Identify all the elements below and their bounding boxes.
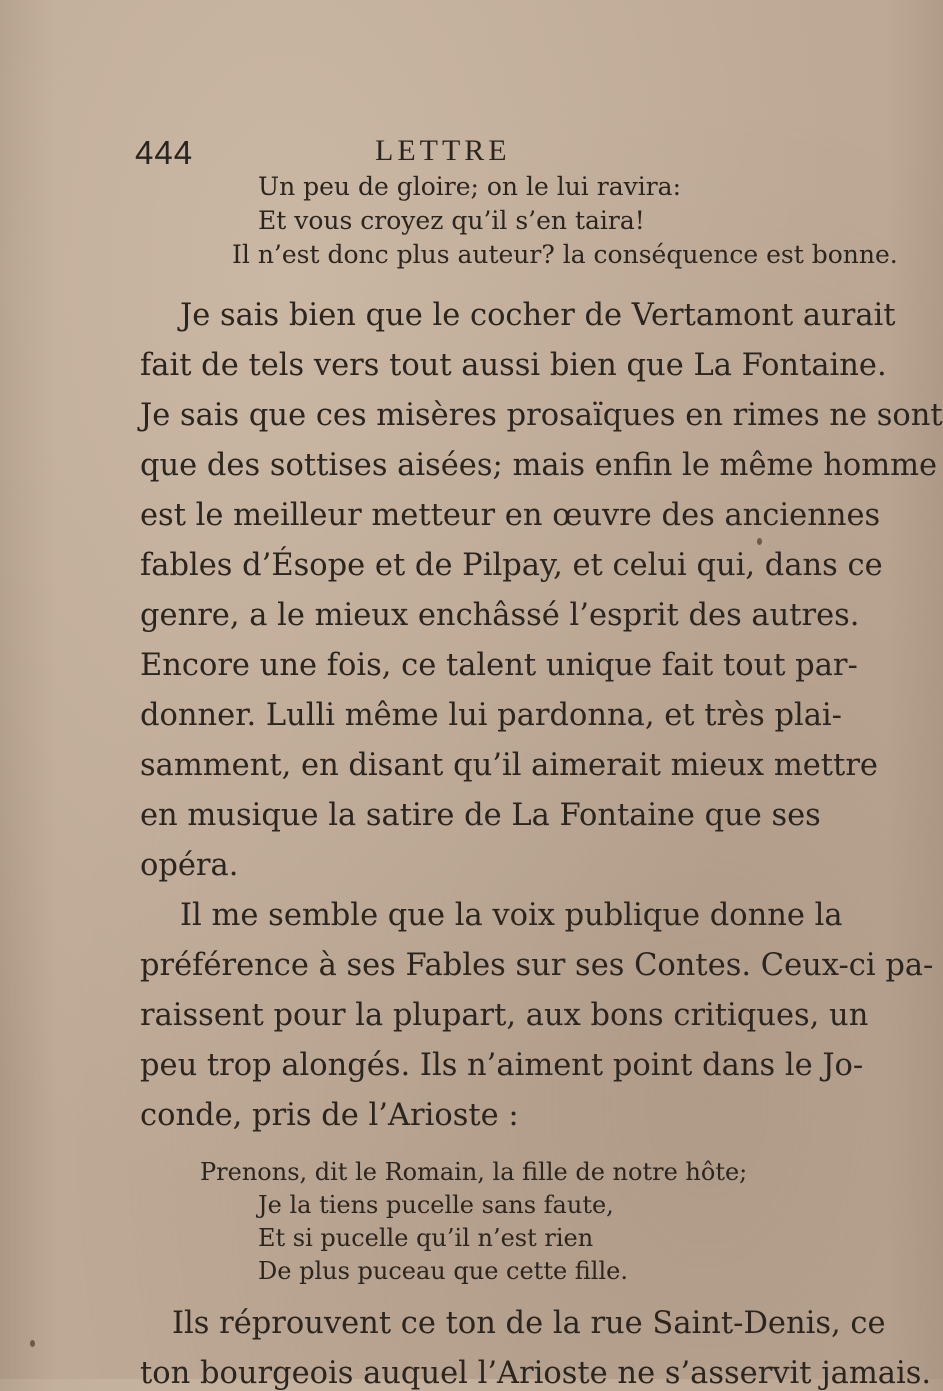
text-line: fait de tels vers tout aussi bien que La Fontaine. (140, 348, 887, 383)
text-line: fables d’Ésope et de Pilpay, et celui qui, dans ce (140, 548, 883, 583)
paper-speck (757, 538, 762, 545)
paper-speck (30, 1340, 35, 1347)
text-line: préférence à ses Fables sur ses Contes. Ceux-ci pa- (140, 948, 934, 983)
text-line: que des sottises aisées; mais enfin le même homme (140, 448, 938, 483)
text-line: Je sais que ces misères prosaïques en rimes ne sont (140, 398, 943, 433)
verse-line: Et si pucelle qu’il n’est rien (258, 1224, 594, 1252)
page-number: 444 (135, 134, 194, 171)
verse-line: Je la tiens pucelle sans faute, (258, 1191, 614, 1219)
text-line: Je sais bien que le cocher de Vertamont aurait (180, 298, 896, 333)
text-line: donner. Lulli même lui pardonna, et très plai- (140, 698, 842, 733)
text-line: conde, pris de l’Arioste : (140, 1098, 519, 1133)
verse-line: De plus puceau que cette fille. (258, 1257, 628, 1285)
text-line: en musique la satire de La Fontaine que ses (140, 798, 821, 833)
verse-line: Prenons, dit le Romain, la fille de notre hôte; (200, 1158, 748, 1186)
verse-line: Un peu de gloire; on le lui ravira: (258, 172, 681, 201)
text-line: samment, en disant qu’il aimerait mieux mettre (140, 748, 878, 783)
text-line: genre, a le mieux enchâssé l’esprit des autres. (140, 598, 860, 633)
text-line: Il me semble que la voix publique donne la (180, 898, 843, 933)
running-title: LETTRE (375, 134, 511, 167)
verse-line: Et vous croyez qu’il s’en taira! (258, 206, 645, 235)
text-line: Ils réprouvent ce ton de la rue Saint-Denis, ce (172, 1306, 886, 1341)
text-line: raissent pour la plupart, aux bons critiques, un (140, 998, 869, 1033)
text-line: ton bourgeois auquel l’Arioste ne s’asservit jamais. (140, 1356, 932, 1391)
text-line: opéra. (140, 848, 239, 883)
text-line: est le meilleur metteur en œuvre des anciennes (140, 498, 881, 533)
verse-line: Il n’est donc plus auteur? la conséquence est bonne. (232, 240, 898, 269)
text-line: peu trop alongés. Ils n’aiment point dans le Jo- (140, 1048, 864, 1083)
text-line: Encore une fois, ce talent unique fait tout par- (140, 648, 858, 683)
